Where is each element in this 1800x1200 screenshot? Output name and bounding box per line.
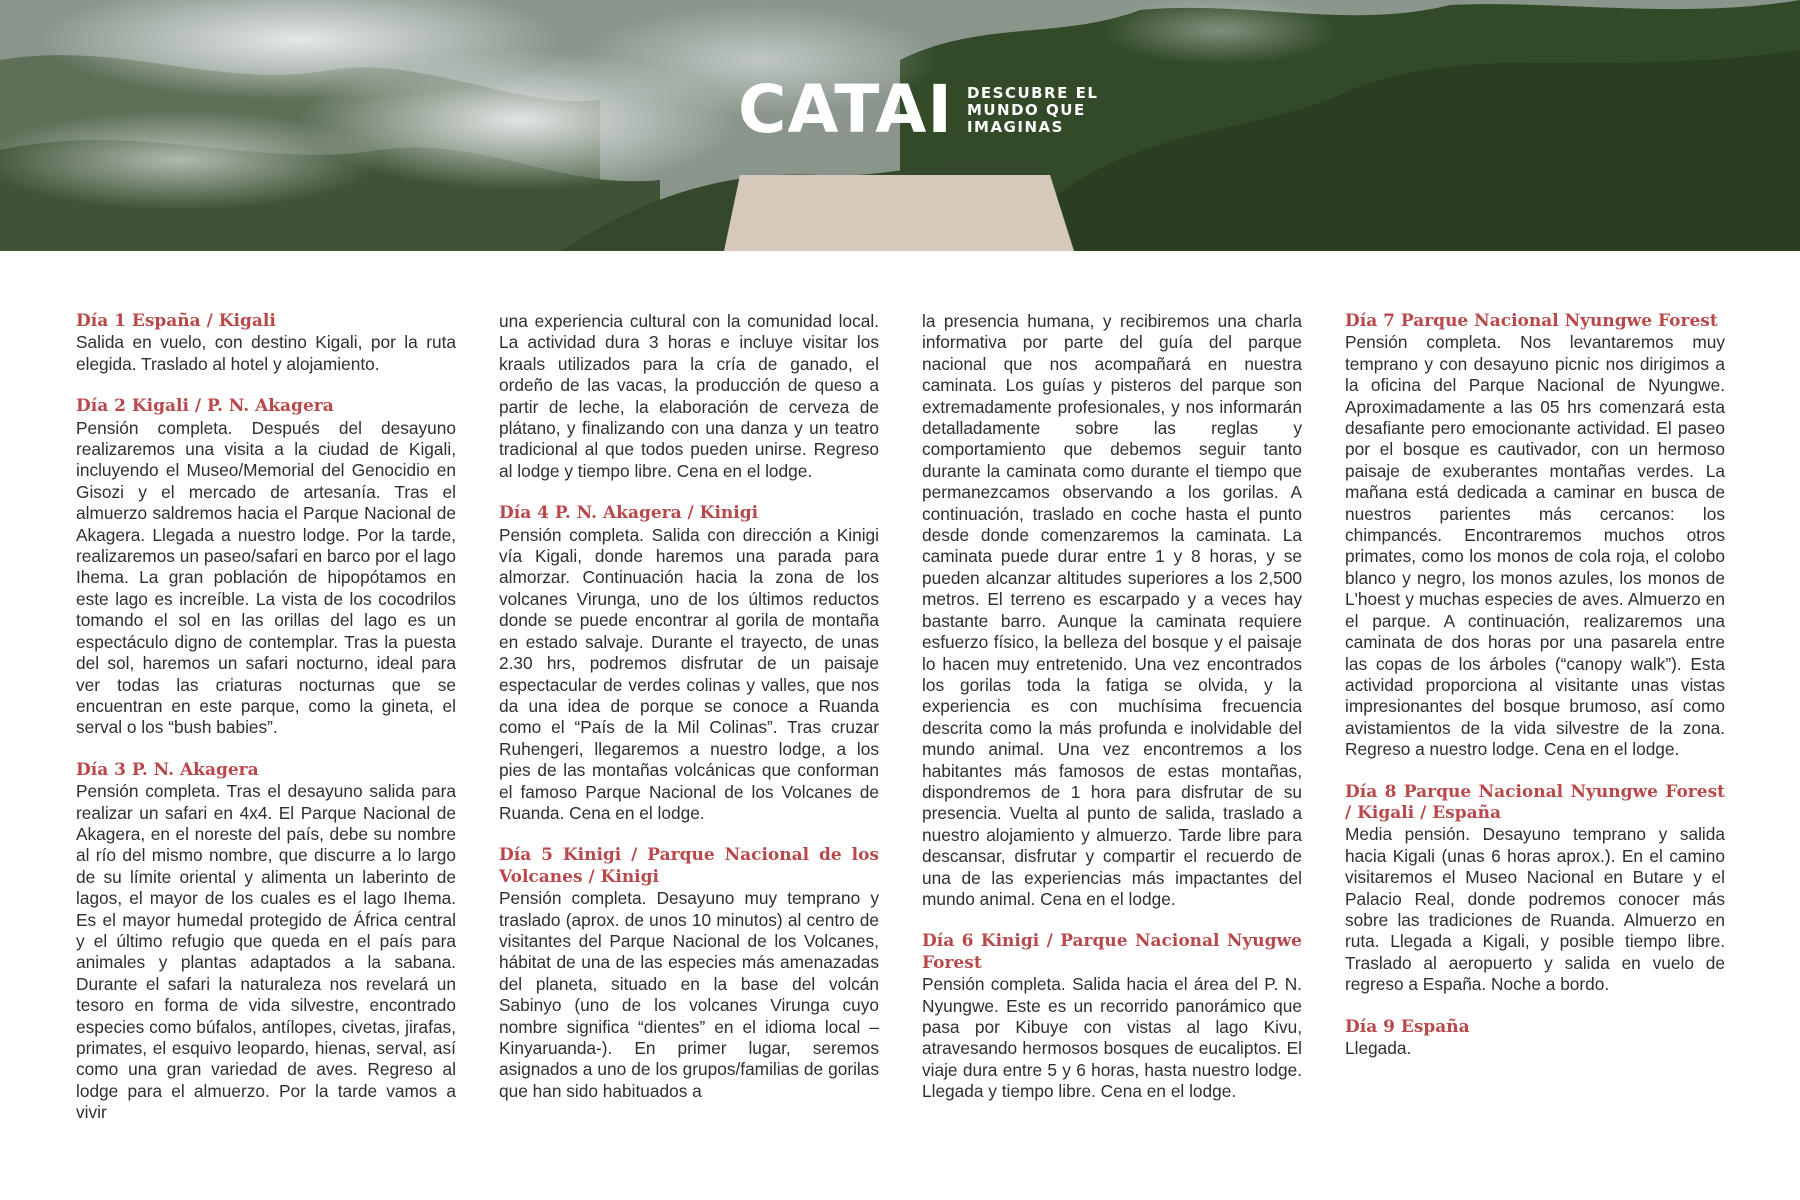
- tagline-line: DESCUBRE EL: [966, 83, 1099, 102]
- column-2: [499, 311, 879, 1171]
- day-text: Pensión completa. Nos levantaremos muy temprano y con desayuno picnic nos dirigimos a la oficina del Parque Nacional de Nyungwe. Aproximadamente a las 05 hrs comenzará esta desafiante pero emocionante actividad. El paseo por el bosque es cautivador, con un hermoso paisaje de exuberantes montañas verdes. La mañana está dedicada a caminar en busca de nuestros parientes más cercanos: los chimpancés. Encontraremos muchos otros primates, como los monos de cola roja, el colobo blanco y negro, los monos azules, los monos de L'hoest y muchas especies de aves. Almuerzo en el parque. A continuación, realizaremos una caminata de dos horas por una pasarela entre las copas de los árboles (“canopy walk”). Esta actividad proporciona al visitante unas vistas impresionantes del bosque brumoso, así como avistamientos de la vida silvestre de la zona. Regreso a nuestro lodge. Cena en el lodge.: [1345, 332, 1725, 760]
- day-5-continued: [922, 311, 1302, 910]
- day-title: Día 2 Kigali / P. N. Akagera: [76, 396, 334, 417]
- day-text: Media pensión. Desayuno temprano y salida hacia Kigali (unas 6 horas aprox.). En el camino visitaremos el Museo Nacional en Butare y el Palacio Real, donde podremos conocer más sobre las tradiciones de Ruanda. Almuerzo en ruta. Llegada a Kigali, y posible tiempo libre. Traslado al aeropuerto y salida en vuelo de regreso a España. Noche a bordo.: [1345, 824, 1725, 995]
- day-title: Día 1 España / Kigali: [76, 311, 276, 331]
- day-3-continued: [499, 311, 879, 482]
- hero-banner: [0, 0, 1800, 251]
- day-3: [76, 760, 456, 1124]
- itinerary-columns: [76, 311, 1726, 1171]
- day-title: Día 7 Parque Nacional Nyungwe Forest: [1345, 311, 1718, 331]
- day-1: [76, 311, 456, 375]
- day-text: Llegada.: [1345, 1038, 1412, 1058]
- day-title: Día 4 P. N. Akagera / Kinigi: [499, 503, 759, 524]
- day-title: Día 8 Parque Nacional Nyungwe Forest / Kigali / España: [1345, 781, 1725, 823]
- column-3: [922, 311, 1302, 1171]
- day-title: Día 3 P. N. Akagera: [76, 759, 259, 780]
- day-text: Salida en vuelo, con destino Kigali, por la ruta elegida. Traslado al hotel y alojamiento.: [76, 332, 456, 374]
- column-1: [76, 311, 456, 1171]
- day-text: la presencia humana, y recibiremos una charla informativa por parte del guía del parque nacional que nos acompañará en nuestra caminata. Los guías y pisteros del parque son extremadamente profesionales, y nos informarán detalladamente sobre las reglas y comportamiento que debemos seguir tanto durante la caminata como durante el tiempo que permanezcamos observando a los gorilas. A continuación, traslado en coche hasta el punto desde donde comenzaremos la caminata. La caminata puede durar entre 1 y 8 horas, y se pueden alcanzar altitudes superiores a los 2,500 metros. El terreno es escarpado y a veces hay bastante barro. Aunque la caminata requiere esfuerzo físico, la belleza del bosque y el paisaje lo hacen muy entretenido. Una vez encontrados los gorilas toda la fatiga se olvida, y la experiencia es con muchísima frecuencia descrita como la más profunda e inolvidable del mundo animal. Una vez encontremos a los habitantes más famosos de estas montañas, dispondremos de 1 hora para disfrutar de su presencia. Vuelta al punto de salida, traslado a nuestro alojamiento y almuerzo. Tarde libre para descansar, disfrutar y compartir el recuerdo de una de las experiencias más impactantes del mundo animal. Cena en el lodge.: [922, 311, 1302, 909]
- day-4: [499, 503, 879, 824]
- day-6: [922, 931, 1302, 1102]
- brand-logo: [738, 70, 1098, 150]
- tagline-line: IMAGINAS: [966, 117, 1064, 136]
- day-text: Pensión completa. Después del desayuno realizaremos una visita a la ciudad de Kigali, incluyendo el Museo/Memorial del Genocidio en Gisozi y el mercado de artesanía. Tras el almuerzo saldremos hacia el Parque Nacional de Akagera. Llegada a nuestro lodge. Por la tarde, realizaremos un paseo/safari en barco por el lago Ihema. La gran población de hipopótamos en este lago es increíble. La vista de los cocodrilos tomando el sol en las orillas del lago es un espectáculo digno de contemplar. Tras la puesta del sol, haremos un safari nocturno, ideal para ver todas las criaturas nocturnas que se encuentran en este parque, como la gineta, el serval o los “bush babies”.: [76, 417, 456, 738]
- day-text: una experiencia cultural con la comunidad local. La actividad dura 3 horas e incluye visitar los kraals utilizados para la cría de ganado, el ordeño de las vacas, la producción de queso a partir de leche, la elaboración de cerveza de plátano, y finalizando con una danza y un teatro tradicional al que todos pueden unirse. Regreso al lodge y tiempo libre. Cena en el lodge.: [499, 311, 879, 481]
- day-5: [499, 845, 879, 1102]
- day-title: Día 6 Kinigi / Parque Nacional Nyugwe Forest: [922, 931, 1302, 973]
- decorative-tab: [724, 175, 1074, 251]
- day-text: Pensión completa. Desayuno muy temprano y traslado (aprox. de unos 10 minutos) al centro de visitantes del Parque Nacional de los Volcanes, hábitat de una de las especies más amenazadas del planeta, situado en la base del volcán Sabinyo (uno de los volcanes Virunga cuyo nombre significa “dientes” en el idioma local –Kinyaruanda-). En primer lugar, seremos asignados a uno de los grupos/familias de gorilas que han sido habituados a: [499, 888, 879, 1101]
- day-text: Pensión completa. Salida hacia el área del P. N. Nyungwe. Este es un recorrido panorámico que pasa por Kibuye con vistas al lago Kivu, atravesando hermosos bosques de eucaliptos. El viaje dura entre 5 y 6 horas, hasta nuestro lodge. Llegada y tiempo libre. Cena en el lodge.: [922, 974, 1302, 1102]
- tagline-line: MUNDO QUE: [966, 100, 1086, 119]
- day-title: Día 9 España: [1345, 1016, 1470, 1037]
- day-title: Día 5 Kinigi / Parque Nacional de los Volcanes / Kinigi: [499, 845, 879, 887]
- day-text: Pensión completa. Tras el desayuno salida para realizar un safari en 4x4. El Parque Nacional de Akagera, en el noreste del país, debe su nombre al río del mismo nombre, que discurre a lo largo de su límite oriental y alimenta un laberinto de lagos, el mayor de los cuales es el lago Ihema. Es el mayor humedal protegido de África central y el último refugio que queda en el país para animales y plantas adaptados a la sabana. Durante el safari la naturaleza nos revelará un tesoro en forma de vida silvestre, encontrado especies como búfalos, antílopes, civetas, jirafas, primates, el esquivo leopardo, hienas, serval, así como una gran variedad de aves. Regreso al lodge para el almuerzo. Por la tarde vamos a vivir: [76, 781, 456, 1123]
- day-text: Pensión completa. Salida con dirección a Kinigi vía Kigali, donde haremos una parada para almorzar. Continuación hacia la zona de los volcanes Virunga, uno de los últimos reductos donde se puede encontrar al gorila de montaña en estado salvaje. Durante el trayecto, de unas 2.30 hrs, podremos disfrutar de un paisaje espectacular de verdes colinas y valles, que nos da una idea de porque se conoce a Ruanda como el “País de la Mil Colinas”. Tras cruzar Ruhengeri, llegaremos a nuestro lodge, a los pies de las montañas volcánicas que conforman el famoso Parque Nacional de los Volcanes de Ruanda. Cena en el lodge.: [499, 524, 879, 823]
- day-2: [76, 396, 456, 739]
- brand-tagline: [967, 85, 1098, 136]
- brand-name: CATAI: [738, 71, 953, 148]
- column-4: [1345, 311, 1725, 1171]
- day-8: [1345, 782, 1725, 996]
- day-7: [1345, 311, 1725, 761]
- day-9: [1345, 1017, 1725, 1060]
